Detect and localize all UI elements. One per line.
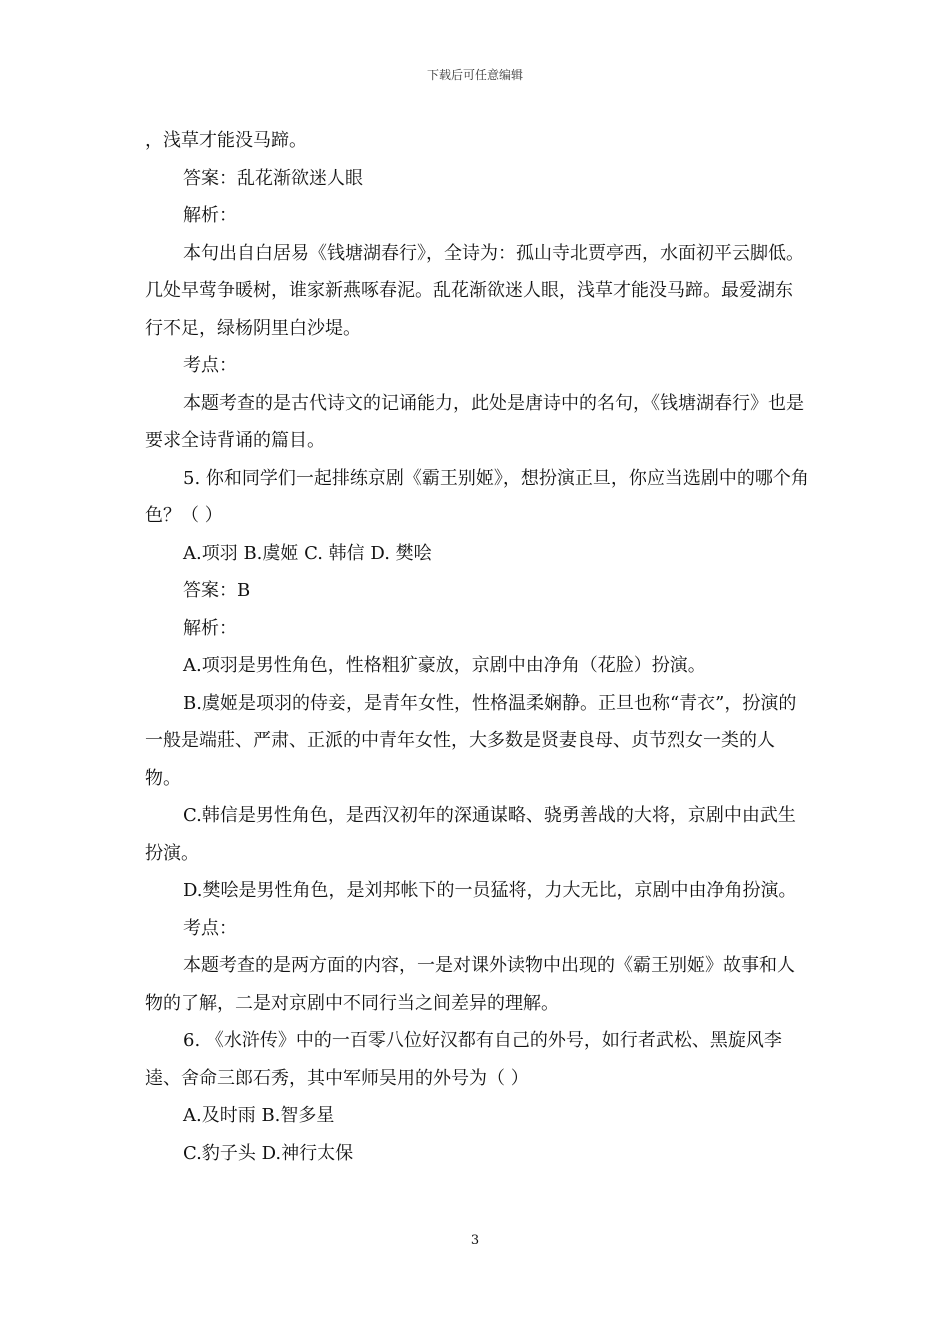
- question-5-option-b-explanation: B.虞姬是项羽的侍妾，是青年女性，性格温柔娴静。正旦也称“青衣”，扮演的一般是端莊、严肃、正派的中青年女性，大多数是贤妻良母、贞节烈女一类的人物。: [145, 692, 797, 789]
- question-6: 6. 《水浒传》中的一百零八位好汉都有自己的外号，如行者武松、黑旋风李逵、舍命三郎石秀，其中军师吴用的外号为（ ）: [145, 1030, 782, 1089]
- question-5-answer: 答案：B: [183, 580, 251, 601]
- analysis-label: 解析：: [183, 205, 237, 226]
- question-5-option-d-explanation: D.樊哙是男性角色，是刘邦帐下的一员猛将，力大无比，京剧中由净角扮演。: [183, 880, 797, 901]
- page-number: 3: [470, 1233, 480, 1248]
- question-5-kaodian-text: 本题考查的是两方面的内容，一是对课外读物中出现的《霸王别姬》故事和人物的了解，二是对京剧中不同行当之间差异的理解。: [145, 955, 795, 1014]
- document-body: [145, 122, 810, 1172]
- answer-line: 答案：乱花渐欲迷人眼: [183, 167, 363, 189]
- question-5-option-a-explanation: A.项羽是男性角色，性格粗犷豪放，京剧中由净角（花脸）扮演。: [183, 655, 706, 676]
- kaodian-text: 本题考查的是古代诗文的记诵能力，此处是唐诗中的名句，《钱塘湖春行》也是要求全诗背诵的篇目。: [145, 392, 804, 451]
- kaodian-label: 考点：: [183, 355, 237, 376]
- question-5-kaodian-label: 考点：: [183, 917, 237, 939]
- poem-line-fragment: ，浅草才能没马蹄。: [145, 130, 307, 151]
- question-6-options-2: C.豹子头 D.神行太保: [183, 1142, 354, 1164]
- analysis-text: 本句出自白居易《钱塘湖春行》，全诗为：孤山寺北贾亭西，水面初平云脚低。几处早莺争暖树，谁家新燕啄春泥。乱花渐欲迷人眼，浅草才能没马蹄。最爱湖东行不足，绿杨阴里白沙堤。: [145, 242, 804, 339]
- question-5: 5. 你和同学们一起排练京剧《霸王别姬》，想扮演正旦，你应当选剧中的哪个角色？（ ）: [145, 467, 809, 526]
- question-5-analysis-label: 解析：: [183, 617, 237, 639]
- page-header: 下载后可任意编辑: [426, 68, 523, 82]
- question-6-options-1: A.及时雨 B.智多星: [183, 1105, 335, 1126]
- question-5-options: A.项羽 B.虞姬 C. 韩信 D. 樊哙: [183, 542, 432, 564]
- question-5-option-c-explanation: C.韩信是男性角色，是西汉初年的深通谋略、骁勇善战的大将，京剧中由武生扮演。: [145, 805, 796, 864]
